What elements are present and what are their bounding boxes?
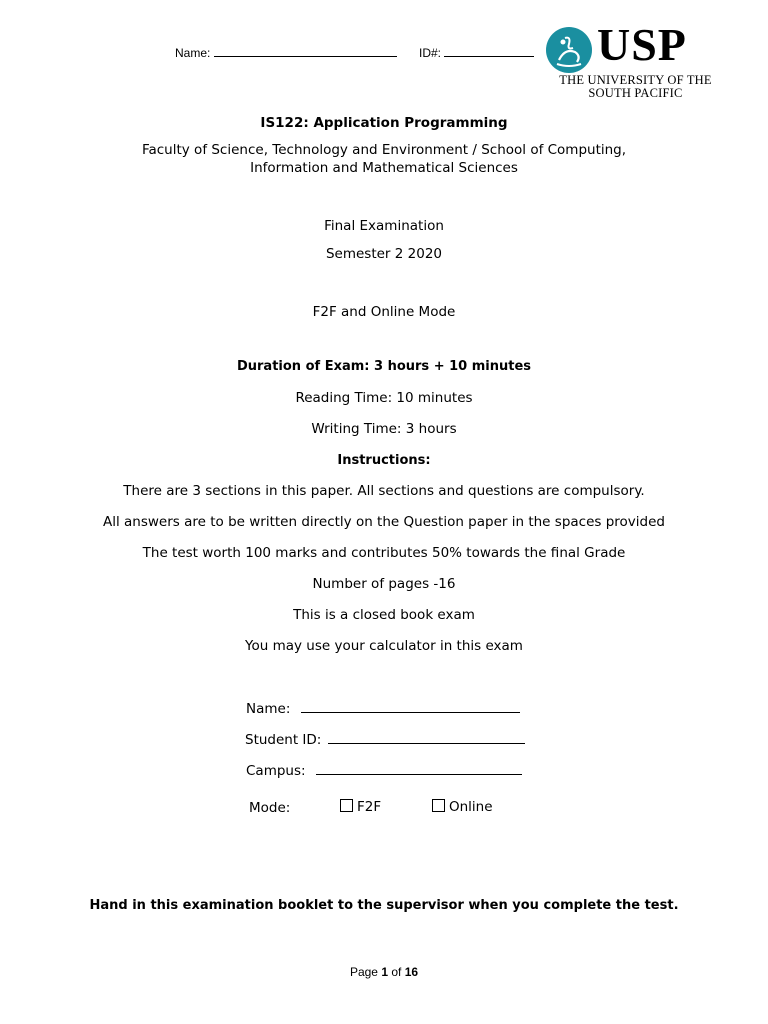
footer-page-total: 16 bbox=[404, 965, 419, 979]
course-title: IS122: Application Programming bbox=[260, 115, 508, 131]
f2f-label: F2F bbox=[357, 799, 382, 815]
usp-logo bbox=[545, 19, 725, 104]
mode-option-online[interactable] bbox=[432, 799, 493, 815]
instruction-item: This is a closed book exam bbox=[293, 607, 475, 623]
student-name-line[interactable] bbox=[301, 700, 520, 713]
student-id-label: Student ID: bbox=[245, 732, 322, 748]
campus-field bbox=[246, 762, 522, 779]
exam-duration: Duration of Exam: 3 hours + 10 minutes bbox=[236, 359, 532, 374]
faculty-line-1: Faculty of Science, Technology and Environment / School of Computing, bbox=[141, 142, 627, 158]
usp-wordmark: USP bbox=[597, 19, 687, 70]
campus-line[interactable] bbox=[316, 762, 522, 775]
header-id-line[interactable] bbox=[444, 44, 534, 57]
page-footer bbox=[0, 963, 768, 981]
student-name-label: Name: bbox=[246, 701, 291, 717]
instruction-item: There are 3 sections in this paper. All sections and questions are compulsory. bbox=[123, 483, 645, 499]
exam-semester: Semester 2 2020 bbox=[325, 246, 443, 262]
campus-label: Campus: bbox=[246, 763, 306, 779]
writing-time: Writing Time: 3 hours bbox=[311, 421, 457, 437]
footer-of-word: of bbox=[391, 965, 402, 979]
f2f-checkbox[interactable] bbox=[340, 799, 353, 812]
instructions-heading: Instructions: bbox=[337, 453, 431, 468]
instruction-item: All answers are to be written directly on the Question paper in the spaces provided bbox=[103, 514, 665, 530]
online-checkbox[interactable] bbox=[432, 799, 445, 812]
reading-time: Reading Time: 10 minutes bbox=[295, 390, 473, 406]
mode-label: Mode: bbox=[249, 800, 291, 816]
header-name-line[interactable] bbox=[214, 44, 397, 57]
footer-page-current: 1 bbox=[381, 965, 388, 979]
online-label: Online bbox=[449, 799, 493, 815]
usp-emblem-icon bbox=[545, 26, 593, 74]
instruction-item: Number of pages -16 bbox=[312, 576, 456, 592]
header-id-label: ID#: bbox=[419, 46, 442, 60]
usp-name-line2: SOUTH PACIFIC bbox=[588, 86, 683, 100]
header-name-field bbox=[175, 44, 397, 60]
student-id-line[interactable] bbox=[328, 731, 525, 744]
student-id-field bbox=[245, 731, 525, 748]
usp-name-line1: THE UNIVERSITY OF THE bbox=[559, 73, 712, 87]
instruction-item: You may use your calculator in this exam bbox=[245, 638, 523, 654]
header-name-label: Name: bbox=[175, 46, 211, 60]
instruction-item: The test worth 100 marks and contributes 50% towards the final Grade bbox=[142, 545, 626, 561]
footer-page-word: Page bbox=[349, 965, 378, 979]
mode-option-f2f[interactable] bbox=[340, 799, 381, 815]
hand-in-note: Hand in this examination booklet to the supervisor when you complete the test. bbox=[89, 898, 679, 913]
exam-mode: F2F and Online Mode bbox=[312, 304, 456, 320]
exam-type: Final Examination bbox=[324, 218, 444, 234]
student-name-field bbox=[246, 700, 520, 717]
faculty-line-2: Information and Mathematical Sciences bbox=[250, 160, 518, 176]
header-id-field bbox=[419, 44, 534, 60]
